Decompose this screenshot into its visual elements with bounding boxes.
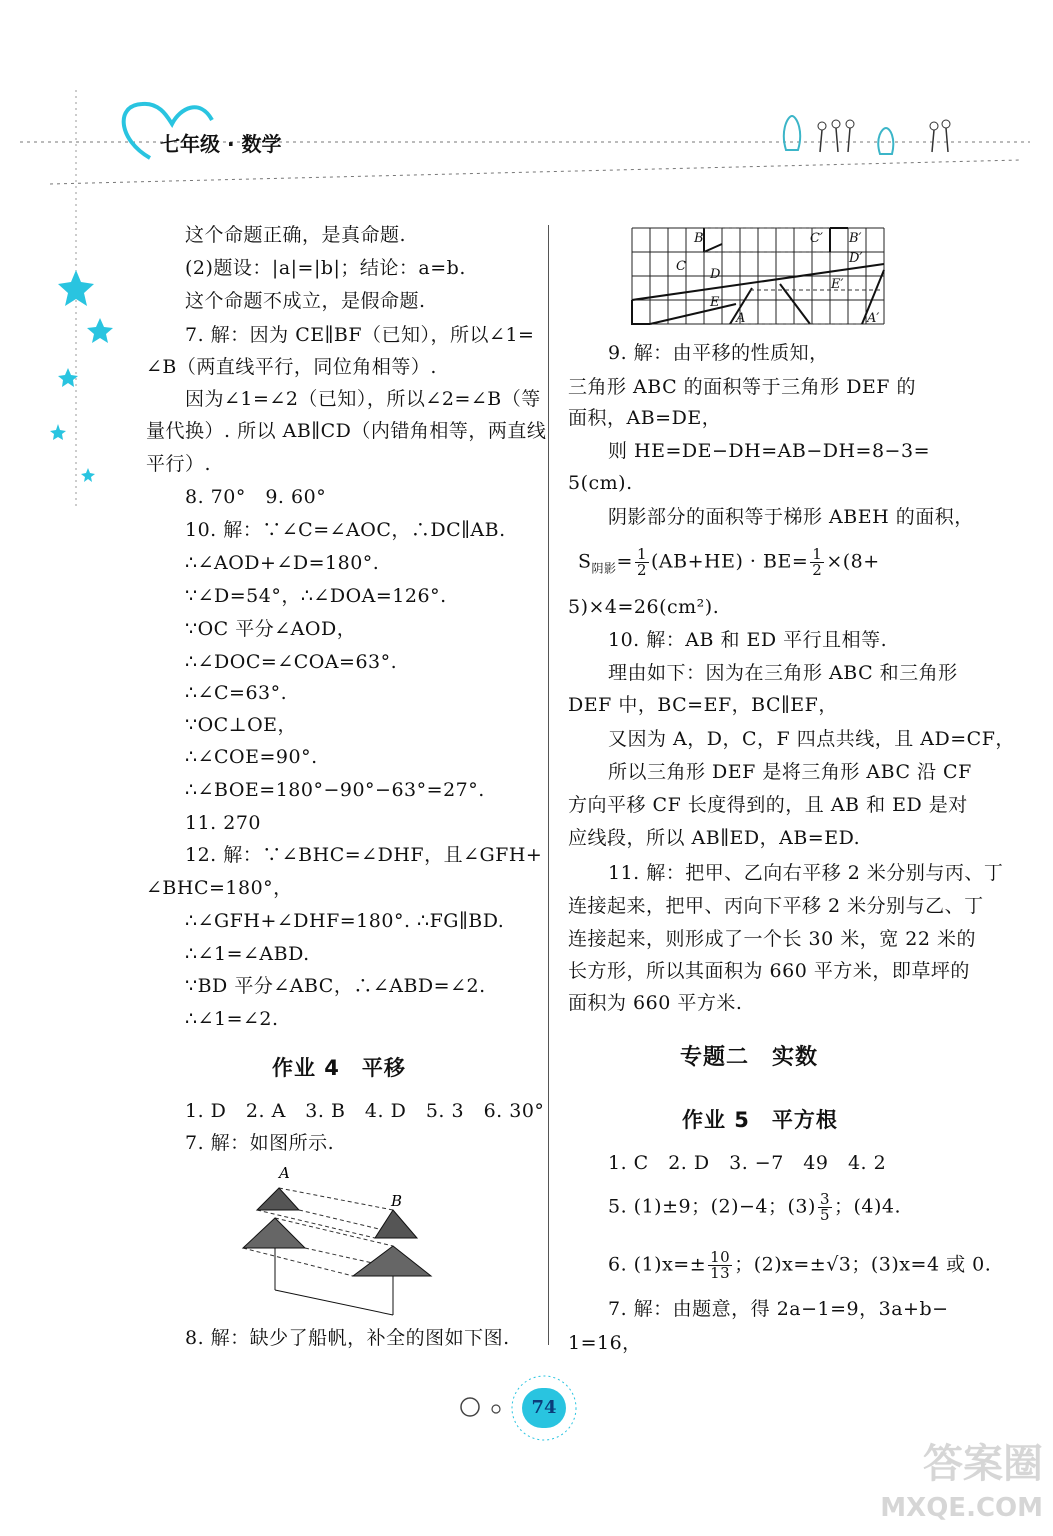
text-line: ∵OC⊥OE，: [185, 714, 298, 736]
hw5-q5: 5. (1)±9；(2)−4；(3) $\frac{3}{5}$ ；(4)4.: [608, 1190, 902, 1224]
text-line: ∴∠GFH+∠DHF=180°. ∴FG∥BD.: [185, 910, 505, 932]
grid-label-b: B: [694, 231, 704, 246]
text-line: 连接起来，把甲、丙向下平移 2 米分别与乙、丁: [568, 895, 984, 917]
grid-label-a-prime: A′: [867, 311, 880, 326]
translation-triangles-figure: [235, 1160, 445, 1320]
fig-label-b: B: [391, 1192, 403, 1210]
hw4-answers: 1. D 2. A 3. B 4. D 5. 3 6. 30°: [185, 1100, 545, 1122]
formula-s: S: [578, 550, 592, 573]
text-line: 12. 解：∵∠BHC=∠DHF，且∠GFH+: [185, 844, 543, 866]
grid-translation-figure: [630, 226, 886, 326]
grid-label-b-prime: B′: [849, 231, 862, 246]
column-divider: [548, 225, 549, 1345]
grid-label-e: E: [710, 295, 720, 310]
text-line: ∴∠1=∠ABD.: [185, 943, 310, 965]
text-line: 连接起来，则形成了一个长 30 米，宽 22 米的: [568, 928, 977, 950]
section-title-topic2: 专题二 实数: [680, 1045, 819, 1070]
header-title: 七年级 · 数学: [160, 132, 282, 156]
text-line: 5)×4=26(cm²).: [568, 596, 720, 618]
text-line: 三角形 ABC 的面积等于三角形 DEF 的: [568, 376, 917, 398]
text-line: 则 HE=DE−DH=AB−DH=8−3=: [608, 440, 930, 462]
text-line: ∴∠DOC=∠COA=63°.: [185, 651, 398, 673]
text-line: ∴∠COE=90°.: [185, 746, 318, 768]
text-line: 10. 解：∵∠C=∠AOC，∴DC∥AB.: [185, 519, 506, 541]
hw5-answers: 1. C 2. D 3. −7 49 4. 2: [608, 1152, 887, 1174]
text-line: 平行）.: [146, 453, 212, 475]
formula-eq: =: [616, 550, 633, 573]
grid-label-d: D: [710, 267, 721, 282]
text-line: ∴∠BOE=180°−90°−63°=27°.: [185, 779, 485, 801]
text-line: 阴影部分的面积等于梯形 ABEH 的面积，: [608, 506, 974, 528]
text-line: 7. 解：因为 CE∥BF（已知），所以∠1=: [185, 324, 535, 346]
text-line: ∠B（两直线平行，同位角相等）.: [146, 356, 437, 378]
text-line: 因为∠1=∠2（已知），所以∠2=∠B（等: [185, 388, 541, 410]
text-line: 方向平移 CF 长度得到的，且 AB 和 ED 是对: [568, 794, 968, 816]
text-line: 1=16，: [568, 1332, 642, 1354]
text-line: ∴∠C=63°.: [185, 682, 288, 704]
grid-label-e-prime: E′: [831, 277, 844, 292]
watermark: 答案圈 MXQE.COM: [880, 1441, 1043, 1523]
section-title-hw5: 作业 5 平方根: [682, 1108, 838, 1132]
text-line: (2)题设：|a|=|b|；结论：a=b.: [185, 257, 466, 279]
text-line: 又因为 A，D，C，F 四点共线，且 AD=CF，: [608, 728, 1015, 750]
text-line: 面积，AB=DE，: [568, 407, 722, 429]
text-line: 这个命题正确，是真命题.: [185, 224, 407, 246]
text-line: 理由如下：因为在三角形 ABC 和三角形: [608, 662, 958, 684]
text-line: 这个命题不成立，是假命题.: [185, 290, 426, 312]
text-line: 5(cm).: [568, 472, 633, 494]
grid-label-d-prime: D′: [849, 251, 863, 266]
text-line: ∠BHC=180°，: [146, 877, 293, 899]
text-line: ∵OC 平分∠AOD，: [185, 618, 357, 640]
area-formula: [578, 547, 880, 581]
page-number: 74: [522, 1388, 566, 1428]
section-title-hw4: 作业 4 平移: [272, 1056, 406, 1080]
text-line: DEF 中，BC=EF，BC∥EF，: [568, 694, 838, 716]
hw4-q8: 8. 解：缺少了船帆，补全的图如下图.: [185, 1327, 510, 1349]
text-line: ∴∠1=∠2.: [185, 1008, 279, 1030]
text-line: 11. 解：把甲、乙向右平移 2 米分别与丙、丁: [608, 862, 1004, 884]
text-line: 8. 70° 9. 60°: [185, 486, 327, 508]
text-line: 应线段，所以 AB∥ED，AB=ED.: [568, 827, 861, 849]
grid-label-c-prime: C′: [810, 231, 823, 246]
text-line: 10. 解：AB 和 ED 平行且相等.: [608, 629, 888, 651]
page-number-decoration: [450, 1375, 590, 1445]
fraction-half-2: $\frac{1}{2}$: [812, 545, 823, 579]
formula-tail: ×(8+: [826, 550, 880, 573]
fig-label-a: A: [279, 1164, 290, 1182]
header-decoration: [0, 80, 1053, 200]
formula-mid: (AB+HE) · BE=: [651, 550, 809, 573]
text-line: 面积为 660 平方米.: [568, 992, 743, 1014]
text-line: ∵∠D=54°，∴∠DOA=126°.: [185, 585, 447, 607]
star-decoration: [40, 90, 130, 510]
text-line: 7. 解：由题意，得 2a−1=9，3a+b−: [608, 1298, 949, 1320]
text-line: ∵BD 平分∠ABC，∴∠ABD=∠2.: [185, 975, 486, 997]
text-line: ∴∠AOD+∠D=180°.: [185, 552, 380, 574]
text-line: 所以三角形 DEF 是将三角形 ABC 沿 CF: [608, 761, 972, 783]
hw4-q7: 7. 解：如图所示.: [185, 1132, 335, 1154]
grid-label-c: C: [676, 259, 686, 274]
text-line: 长方形，所以其面积为 660 平方米，即草坪的: [568, 960, 970, 982]
text-line: 量代换）. 所以 AB∥CD（内错角相等，两直线: [146, 420, 547, 442]
fraction-ten-thirteenths: $\frac{10}{13}$: [710, 1248, 731, 1282]
grid-label-a: A: [736, 311, 746, 326]
formula-sub: 阴影: [591, 561, 617, 576]
fraction-three-fifths: $\frac{3}{5}$: [819, 1190, 830, 1224]
hw5-q6: 6. (1)x=± $\frac{10}{13}$ ；(2)x=±√3；(3)x=4 或 0.: [608, 1248, 992, 1282]
text-line: 9. 解：由平移的性质知，: [608, 342, 829, 364]
text-line: 11. 270: [185, 812, 262, 834]
fraction-half: $\frac{1}{2}$: [636, 545, 648, 579]
